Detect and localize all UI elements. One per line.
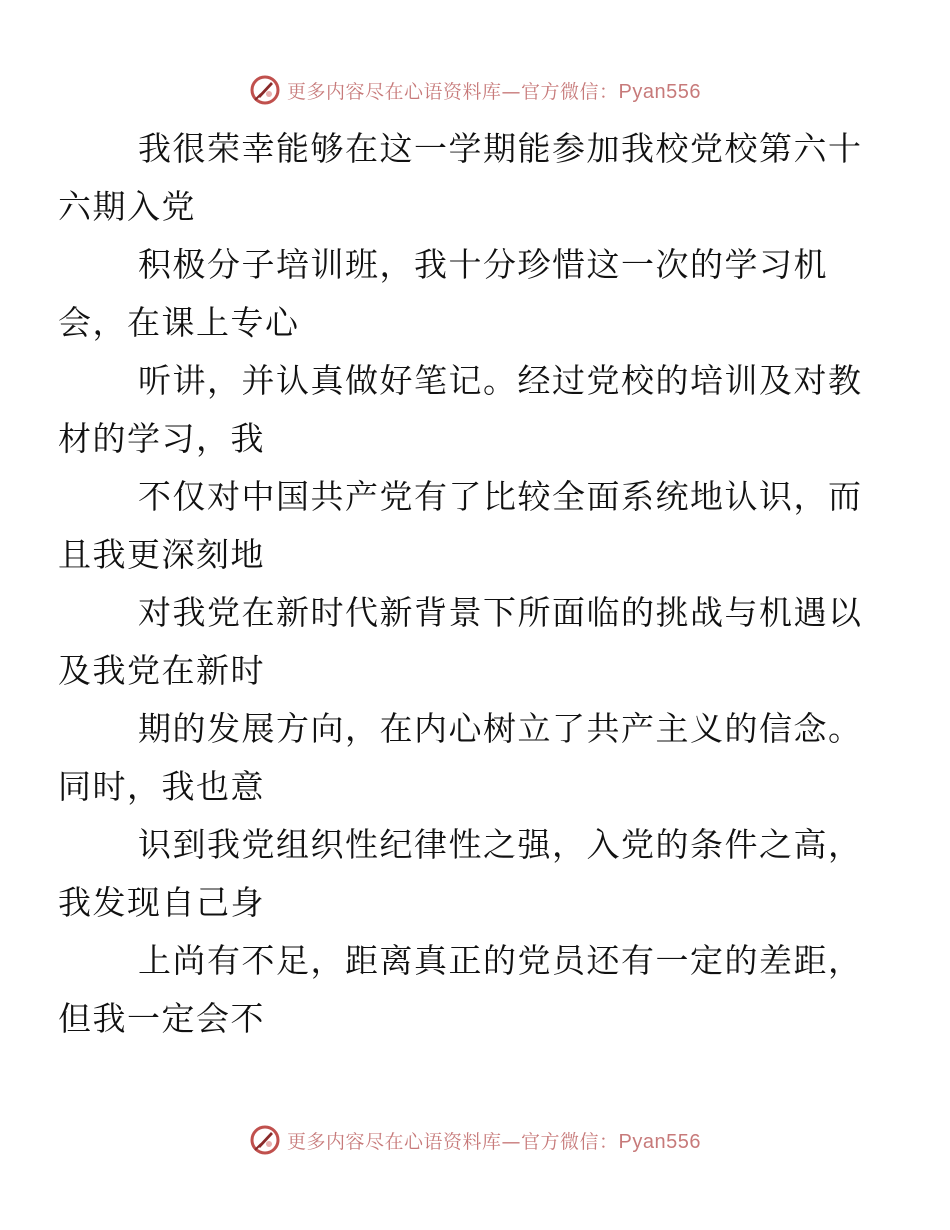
paragraph-line: 但我一定会不 <box>58 999 265 1038</box>
paragraph-line: 会，在课上专心 <box>58 303 300 342</box>
paragraph-4 <box>58 468 863 584</box>
paragraph-line: 六期入党 <box>58 187 196 226</box>
paragraph-line: 及我党在新时 <box>58 651 265 690</box>
paragraph-line: 期的发展方向，在内心树立了共产主义的信念。 <box>138 709 863 748</box>
paragraph-3 <box>58 352 863 468</box>
paragraph-6 <box>58 700 863 816</box>
paragraph-7 <box>58 816 863 932</box>
header-banner <box>0 70 950 110</box>
paragraph-line: 材的学习，我 <box>58 419 265 458</box>
paragraph-line: 识到我党组织性纪律性之强，入党的条件之高， <box>138 825 863 864</box>
quill-logo-icon <box>249 1124 281 1156</box>
paragraph-line: 我发现自己身 <box>58 883 265 922</box>
document-body <box>58 120 863 1048</box>
paragraph-line: 听讲，并认真做好笔记。经过党校的培训及对教 <box>138 361 863 400</box>
paragraph-line: 且我更深刻地 <box>58 535 265 574</box>
paragraph-8 <box>58 932 863 1048</box>
paragraph-5 <box>58 584 863 700</box>
paragraph-line: 我很荣幸能够在这一学期能参加我校党校第六十 <box>138 129 863 168</box>
footer-wechat-id: Pyan556 <box>618 1130 701 1153</box>
paragraph-line: 上尚有不足，距离真正的党员还有一定的差距， <box>138 941 863 980</box>
quill-logo-icon <box>249 74 281 106</box>
paragraph-line: 不仅对中国共产党有了比较全面系统地认识，而 <box>138 477 863 516</box>
footer-banner-text <box>287 1127 701 1154</box>
paragraph-line: 对我党在新时代新背景下所面临的挑战与机遇以 <box>138 593 863 632</box>
paragraph-2 <box>58 236 858 352</box>
header-banner-text <box>287 77 701 104</box>
footer-banner-label: 更多内容尽在心语资料库—官方微信： <box>287 1130 619 1153</box>
paragraph-line: 积极分子培训班，我十分珍惜这一次的学习机 <box>138 245 828 284</box>
footer-banner <box>0 1120 950 1160</box>
header-banner-label: 更多内容尽在心语资料库—官方微信： <box>287 80 619 103</box>
paragraph-line: 同时，我也意 <box>58 767 265 806</box>
paragraph-1 <box>58 120 863 236</box>
header-wechat-id: Pyan556 <box>618 80 701 103</box>
